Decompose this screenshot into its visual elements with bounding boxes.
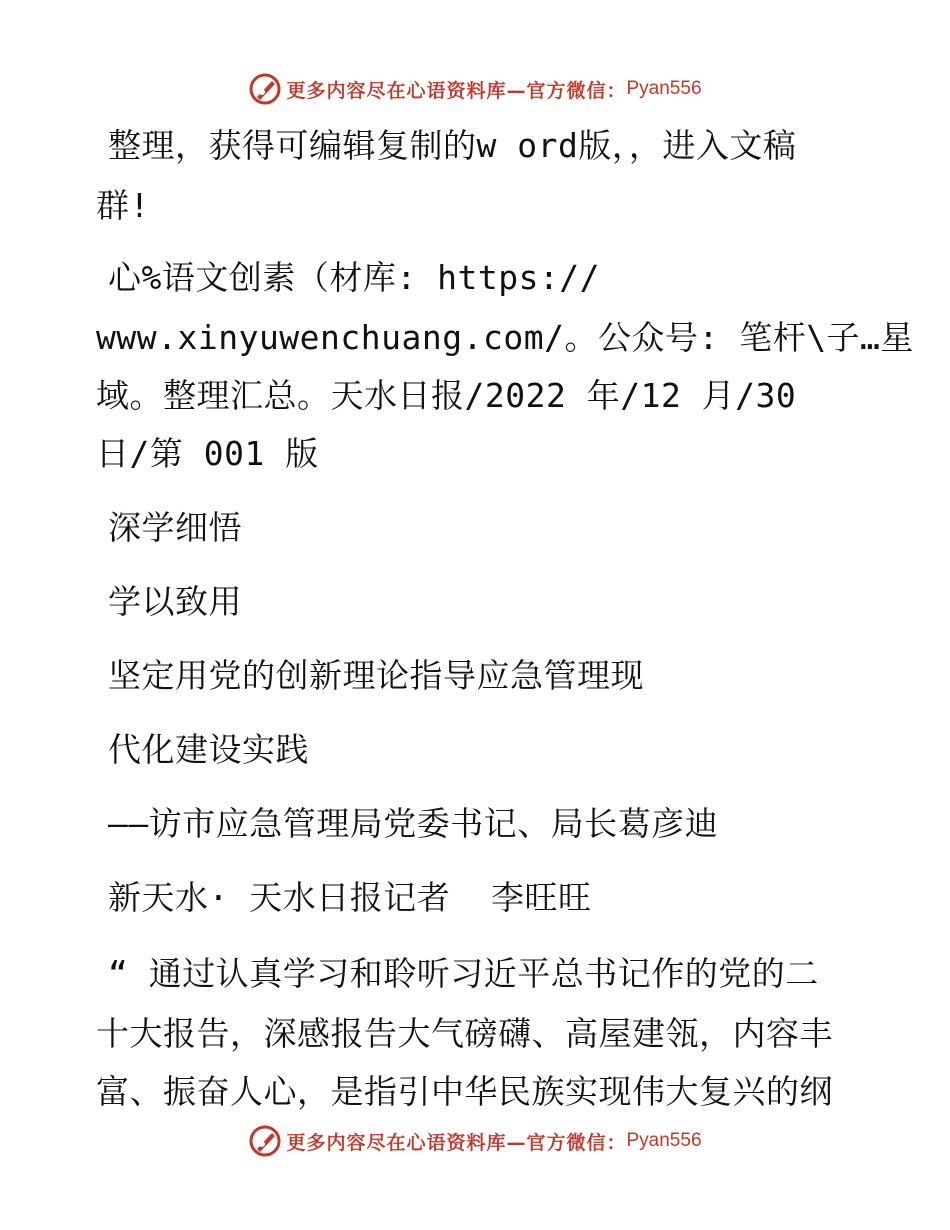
header-watermark — [0, 72, 950, 106]
text-line: www.xinyuwenchuang.com/。公众号: 笔杆\子…星 — [96, 318, 914, 357]
text-line: “ 通过认真学习和聆听习近平总书记作的党的二 — [108, 954, 819, 993]
text-line: 十大报告，深感报告大气磅礴、高屋建瓴，内容丰 — [96, 1014, 833, 1053]
text-line: 群! — [96, 186, 150, 225]
watermark-text: 更多内容尽在心语资料库 — [286, 1131, 507, 1154]
text-line: 代化建设实践 — [108, 730, 309, 769]
pen-logo-icon — [248, 72, 282, 106]
watermark-wechat-label: —官方微信： — [506, 79, 627, 102]
text-line: 新天水· 天水日报记者 李旺旺 — [108, 878, 592, 917]
pen-logo-icon — [248, 1124, 282, 1158]
text-line: 日/第 001 版 — [96, 434, 319, 473]
text-line: 学以致用 — [108, 582, 242, 621]
text-line: 整理，获得可编辑复制的w ord版，，进入文稿 — [108, 126, 797, 165]
text-line: 深学细悟 — [108, 508, 242, 547]
text-line: 坚定用党的创新理论指导应急管理现 — [108, 656, 644, 695]
watermark-wechat-id: Pyan556 — [626, 78, 702, 99]
watermark-text: 更多内容尽在心语资料库 — [286, 79, 507, 102]
watermark-wechat-id: Pyan556 — [626, 1130, 702, 1151]
watermark-wechat-label: —官方微信： — [506, 1131, 627, 1154]
text-line: 心%语文创素（材库: https:// — [108, 258, 601, 297]
footer-watermark — [0, 1124, 950, 1158]
text-line: 富、振奋人心，是指引中华民族实现伟大复兴的纲 — [96, 1072, 833, 1111]
text-line: 域。整理汇总。天水日报/2022 年/12 月/30 — [96, 376, 797, 415]
text-line: ——访市应急管理局党委书记、局长葛彦迪 — [108, 804, 719, 843]
